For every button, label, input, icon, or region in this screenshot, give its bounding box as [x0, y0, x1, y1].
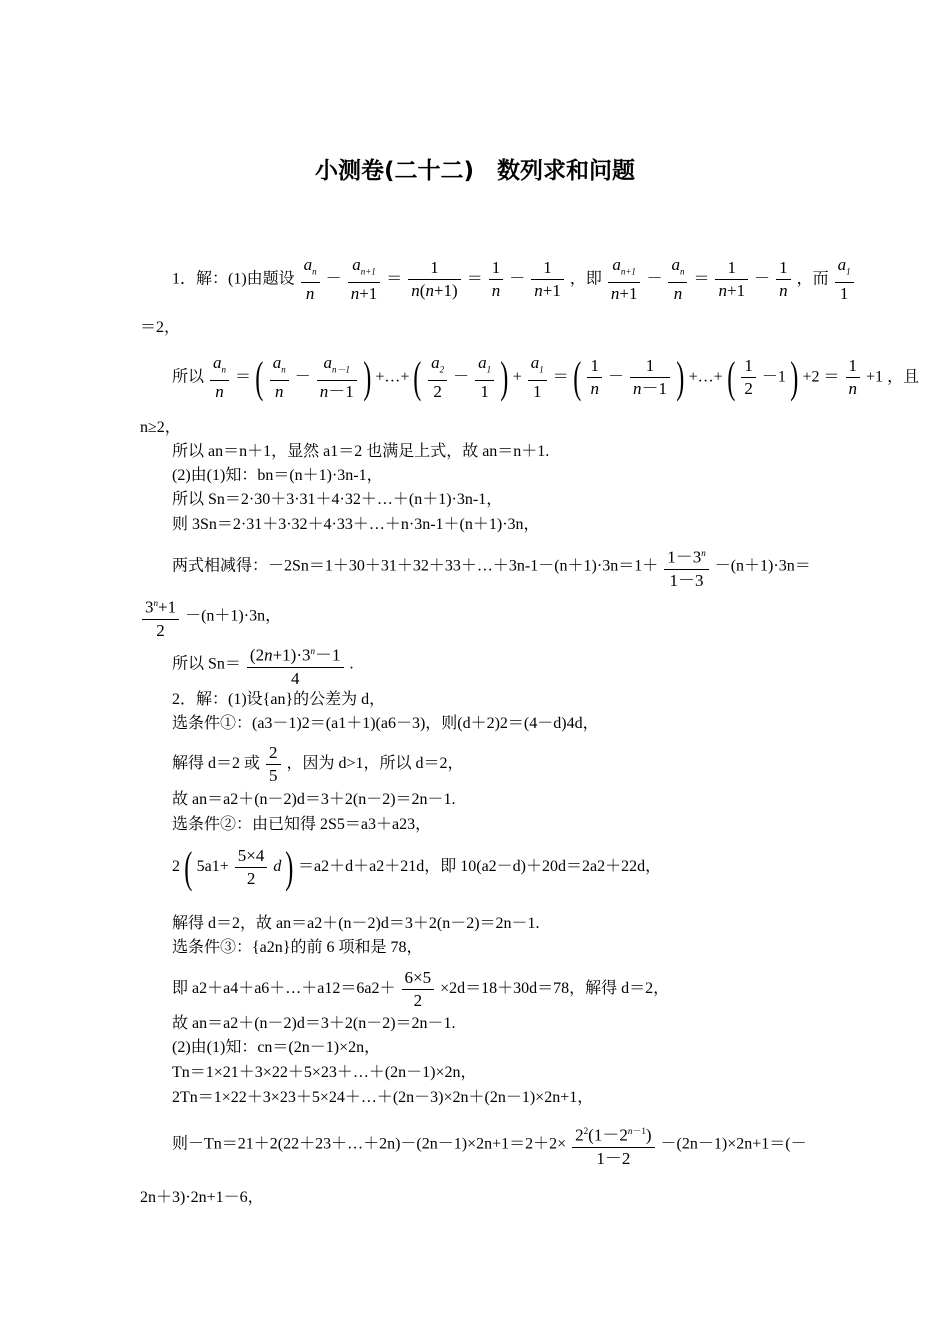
fraction: $\frac{6\times 5}{2}$ [402, 967, 435, 1012]
fraction: $\frac{(2n+1)\cdot 3^n-1}{4}$ [247, 640, 344, 690]
text: －(2n－1)×2n+1＝(－ [660, 1135, 807, 1153]
fraction: $\frac{1-3^n}{1-3}$ [664, 542, 709, 592]
op: － [754, 270, 771, 288]
lparen: ( [726, 352, 736, 402]
fraction: $\frac{5\times 4}{2}$ [235, 845, 268, 890]
op: +…+ [375, 368, 410, 386]
fraction: $\frac{a_2}{2}$ [428, 352, 447, 403]
rparen: ) [676, 352, 685, 402]
fraction: $\frac{1}{n+1}$ [715, 257, 748, 302]
fraction: $\frac{1}{2}$ [741, 355, 756, 400]
lparen: ( [573, 352, 582, 402]
p1-line5: 所以 an＝n＋1，显然 a1＝2 也满足上式，故 an＝n＋1. [172, 443, 550, 460]
op: － [294, 368, 311, 386]
op: ＝ [552, 368, 569, 386]
text: ＝a2＋d＋a2＋21d，即 10(a2－d)＋20d＝2a2＋22d， [298, 858, 662, 876]
fraction: $\frac{a_{n+1}}{n+1}$ [608, 254, 641, 305]
p2-line9 [172, 967, 669, 1012]
op: ＝ [823, 368, 840, 386]
fraction: $\frac{1}{n(n+1)}$ [408, 257, 460, 302]
p1-line10 [140, 592, 281, 642]
fraction: $\frac{a_1}{1}$ [528, 352, 547, 403]
fraction: $\frac{a_1}{1}$ [475, 352, 494, 403]
p1-line2: ＝2， [140, 319, 181, 336]
text: 1．解：(1)由题设 [172, 270, 295, 288]
fraction: $\frac{a_{n+1}}{n+1}$ [348, 254, 381, 305]
fraction: $\frac{1}{n-1}$ [630, 355, 670, 400]
p1-line8: 则 3Sn＝2·31＋3·32＋4·33＋…＋n·3n-1＋(n＋1)·3n， [172, 516, 540, 533]
p1-line7: 所以 Sn＝2·30＋3·31＋4·32＋…＋(n＋1)·3n-1， [172, 491, 503, 508]
p2-line13: 2Tn＝1×22＋3×23＋5×24＋…＋(2n－3)×2n＋(2n－1)×2n+1， [172, 1089, 594, 1106]
p1-line3: 所以 $\frac{a_n}{n}$ ＝ ( $\frac{a_n}{n}$ － $\frac{a_{n-1}}{n-1}$ ) +…+ ( $\frac{a_2}{2}$ － $\frac{a_1}{1}$ ) + $\frac{a_1}{1}$ ＝ ( $\frac{1}{n}$ － $\frac{1}{n-1}$ ) +…+ ( $\frac{1}{2}$ －1 ) +2 ＝ $\frac{1}{n}$ +1 ，且 [172, 352, 920, 402]
rparen: ) [500, 352, 509, 402]
text: 解得 d＝2 或 [172, 755, 261, 773]
p1-line6: (2)由(1)知：bn＝(n＋1)·3n-1， [172, 467, 383, 484]
p2-line7: 解得 d＝2，故 an＝a2＋(n－2)d＝3＋2(n－2)＝2n－1. [172, 915, 540, 932]
rparen: ) [363, 352, 372, 402]
text: －(n＋1)·3n， [185, 607, 282, 625]
op: ＝ [386, 270, 403, 288]
text: －(n＋1)·3n＝ [714, 557, 811, 575]
text: 则－Tn＝21＋2(22＋23＋…＋2n)－(2n－1)×2n+1＝2＋2× [172, 1135, 567, 1153]
text: 两式相减得：－2Sn＝1＋30＋31＋32＋33＋…＋3n-1－(n＋1)·3n＝1＋ [172, 557, 659, 575]
fraction: $\frac{1}{n}$ [846, 355, 861, 400]
fraction: $\frac{a_n}{n}$ [210, 352, 229, 403]
op: － [453, 368, 470, 386]
text: . [349, 655, 354, 673]
p2-line10: 故 an＝a2＋(n－2)d＝3＋2(n－2)＝2n－1. [172, 1015, 456, 1032]
p2-line8: 选条件③：{a2n}的前 6 项和是 78， [172, 939, 423, 956]
rparen: ) [285, 842, 294, 892]
p2-line15: 2n＋3)·2n+1－6， [140, 1189, 264, 1206]
fraction: $\frac{a_{n-1}}{n-1}$ [317, 352, 357, 403]
text: ×2d＝18＋30d＝78，解得 d＝2， [440, 980, 670, 998]
text: 2 [172, 858, 180, 876]
op: － [509, 270, 526, 288]
fraction: $\frac{1}{n}$ [776, 257, 791, 302]
lparen: ( [184, 842, 193, 892]
text: 即 a2＋a4＋a6＋…＋a12＝6a2＋ [172, 980, 396, 998]
p2-line2: 选条件①：(a3－1)2＝(a1＋1)(a6－3)，则(d＋2)2＝(4－d)4d， [172, 715, 599, 732]
op: － [325, 270, 342, 288]
text: ，且 [887, 368, 920, 386]
lparen: ( [255, 352, 264, 402]
text: 所以 [172, 368, 205, 386]
p2-line11: (2)由(1)知：cn＝(2n－1)×2n， [172, 1039, 381, 1056]
p2-line3 [172, 742, 464, 787]
op: + [512, 368, 522, 386]
fraction: $\frac{2}{5}$ [266, 742, 281, 787]
fraction: $\frac{1}{n}$ [587, 355, 602, 400]
p2-line6 [172, 842, 662, 892]
text: 5a1+ [196, 858, 229, 876]
p2-line5: 选条件②：由已知得 2S5＝a3＋a23， [172, 816, 432, 833]
op: +…+ [688, 368, 723, 386]
op: ＝ [235, 368, 252, 386]
p2-line14 [172, 1120, 807, 1170]
fraction: $\frac{a_n}{n}$ [270, 352, 289, 403]
text: ，而 [796, 270, 829, 288]
p2-line4: 故 an＝a2＋(n－2)d＝3＋2(n－2)＝2n－1. [172, 791, 456, 808]
fraction: $\frac{a_n}{n}$ [301, 254, 320, 305]
fraction: $\frac{3^n+1}{2}$ [142, 592, 179, 642]
fraction: $\frac{a_n}{n}$ [668, 254, 687, 305]
p2-line12: Tn＝1×21＋3×22＋5×23＋…＋(2n－1)×2n， [172, 1064, 477, 1081]
text: ，因为 d>1，所以 d＝2， [286, 755, 464, 773]
fraction: $\frac{1}{n+1}$ [531, 257, 564, 302]
lparen: ( [413, 352, 422, 402]
p1-line9 [172, 542, 811, 592]
p1-line4: n≥2， [140, 419, 181, 436]
op: ＝ [466, 270, 483, 288]
op: － [761, 368, 778, 386]
op: ＝ [693, 270, 710, 288]
fraction: $\frac{2^2(1-2^{n-1})}{1-2}$ [572, 1120, 654, 1170]
text: 所以 Sn＝ [172, 655, 241, 673]
fraction: $\frac{1}{n}$ [489, 257, 504, 302]
text: ，即 [569, 270, 602, 288]
p2-line1: 2．解：(1)设{an}的公差为 d， [172, 691, 386, 708]
op: +2 [802, 368, 820, 386]
op: － [646, 270, 663, 288]
fraction: $\frac{a_1}{1}$ [835, 254, 854, 305]
p1-line1 [172, 254, 856, 305]
rparen: ) [790, 352, 799, 402]
op: +1 [866, 368, 884, 386]
op: － [607, 368, 624, 386]
p1-line11 [172, 640, 354, 690]
page-title: 小测卷(二十二) 数列求和问题 [314, 158, 636, 184]
text: d [273, 858, 282, 876]
